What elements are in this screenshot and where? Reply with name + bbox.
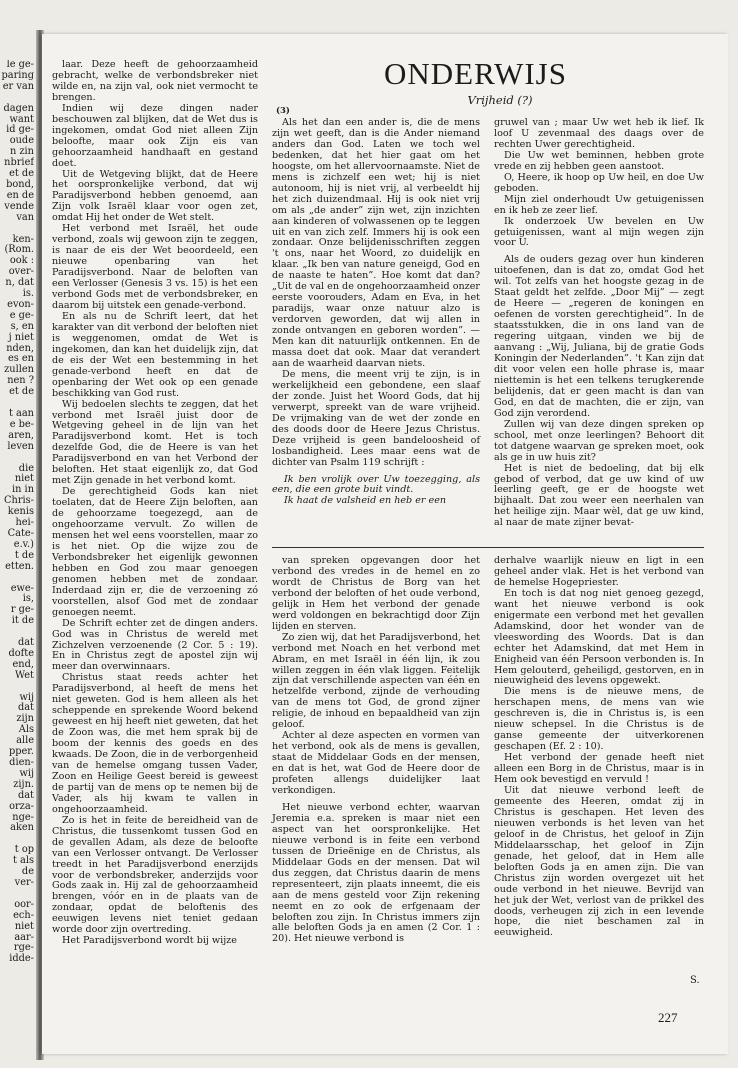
paragraph: laar. Deze heeft de gehoorzaamheid gebracht, welke de verbondsbreker niet wilde en, na zijn val, ook niet vermocht te brengen. [52, 59, 258, 103]
left-page-fragment: evon- [7, 298, 34, 310]
left-page-fragment: is, [22, 593, 34, 605]
left-page-fragment: dat [17, 789, 34, 801]
section-heading: ONDERWIJS [384, 56, 567, 91]
left-page-fragment: niet [14, 473, 34, 485]
left-page-fragments [0, 60, 34, 1020]
paragraph: Die Uw wet beminnen, hebben grote vrede en zij hebben geen aanstoot. [494, 149, 704, 172]
paragraph: Ik haat de valsheid en heb er een [284, 495, 447, 507]
paragraph: Uit dat nieuwe verbond leeft de gemeente des Heeren, omdat zij in Christus is geschapen. Het leven des nieuwen verbonds is het leven van het geloof in de Christus, het geloof in Zijn Middelaarsschap, het geloof in Zijn genade, het geloof, dat in Hem alle beloften Gods ja en amen zijn. Die van Christus zijn worden overgezet uit het oude verbond in het nieuwe. Bevrijd van het juk der Wet, verlost van de prikkel des doods, verheugen zij zich in een levende hope, die niet beschamen zal in eeuwigheid. [494, 785, 704, 939]
left-page-fragment: dien- [9, 757, 34, 768]
left-page-fragment: Wet [14, 669, 34, 681]
left-page-fragment: wij [19, 767, 34, 779]
paragraph: Uit de Wetgeving blijkt, dat de Heere het oorspronkelijke verbond, dat wij Paradijsverbond hebben genoemd, aan Zijn volk Israël klaar voor ogen zet, omdat Hij het onder de Wet stelt. [52, 168, 258, 224]
left-page-fragment: rge- [13, 942, 34, 954]
left-page-fragment: orza- [9, 800, 34, 812]
article-subtitle: Vrijheid (?) [467, 93, 533, 107]
left-page-fragment: s, en [10, 320, 34, 332]
left-page-fragment [0, 224, 34, 235]
paragraph: Indien wij deze dingen nader beschouwen zal blijken, dat de Wet dus is ingekomen, omdat God niet alleen Zijn beloofte, maar ook Zijn eis van gehoorzaamheid handhaaft en gestand doet. [52, 102, 258, 169]
left-page-fragment: ech- [13, 909, 34, 921]
left-page-fragment [0, 682, 34, 693]
paragraph: Christus staat reeds achter het Paradijsverbond, al heeft de mens het niet geweten. God is hem alleen als het scheppende en sprekende Woord bekend geweest en hij heeft niet geweten, dat het de Zoon was, die met hem sprak bij de boom der kennis des goeds en des kwaads. De Zoon, die in de verborgenheid van de hemelse omgang tussen Vader, Zoon en Heilige Geest bereid is geweest de partij van de mens op te nemen bij de Vader, als hij kwam te vallen in ongehoorzaamheid. [52, 672, 258, 815]
left-page-fragment: ken- [12, 233, 34, 245]
paragraph: De gerechtigheid Gods kan niet toelaten, dat de Heere Zijn beloften, aan de gehoorzame toegezegd, aan de ongehoorzame vervult. Zo willen de mensen het wel eens voorstellen, maar zo is het niet. Op die wijze zou de Verbondsbreker het eigenlijk gewonnen hebben en God zou maar genoegen genomen hebben met de zondaar. Inderdaad zijn er, die de verzoening zó voorstellen, alsof God met de zondaar genoegen neemt. [52, 486, 258, 618]
paragraph: Het verbond met Israël, het oude verbond, zoals wij gewoon zijn te zeggen, is naar de eis der Wet beoordeeld, een nieuwe openbaring van het Paradijsverbond. Naar de beloften van een Verlosser (Genesis 3 vs. 15) is het een verbond Gods met de verbondsbreker, en daarom bij uitstek een genade-verbond. [52, 223, 258, 311]
paragraph: Ik ben vrolijk over Uw toezegging, als een, die een grote buit vindt. [272, 473, 480, 496]
left-page-fragment: zijn [16, 713, 34, 725]
left-page-fragment: n zin [9, 146, 34, 158]
left-page-fragment: (Rom. [4, 244, 34, 256]
left-page-fragment: dat [17, 637, 34, 649]
left-page-fragment: etten. [5, 560, 34, 572]
left-page-fragment: et de [9, 168, 34, 180]
left-page-fragment: over- [8, 266, 34, 278]
paragraph: derhalve waarlijk nieuw en ligt in een geheel ander vlak. Het is het verbond van de hemelse Hogepriester. [494, 555, 704, 588]
left-page-fragment: in in [12, 484, 34, 496]
left-page-fragment: aar- [14, 931, 34, 943]
left-page-fragment: idde- [9, 953, 34, 965]
paragraph: En als nu de Schrift leert, dat het karakter van dit verbond der beloften niet is weggenomen, omdat de Wet is ingekomen, dan kan het duidelijk zijn, dat de eis der Wet een bestemming in het genade-verbond heeft en dat de openbaring der Wet ook op een genade beschikking van God rust. [52, 310, 258, 399]
left-page-fragment: ewe- [10, 582, 34, 594]
paragraph: Zullen wij van deze dingen spreken op school, met onze leerlingen? Behoort dit tot datgene waarvan ge spreken moet, ook als ge in uw huis zit? [494, 418, 704, 463]
left-page-fragment: dat [17, 702, 34, 714]
paragraph: Achter al deze aspecten en vormen van het verbond, ook als de mens is gevallen, staat de Middelaar Gods en der mensen, en dat is het, wat God de Heere door de profeten allengs duidelijker laat verkondigen. [272, 730, 480, 797]
column-divider [272, 547, 704, 548]
left-page-fragment: t de [14, 549, 34, 561]
page-number: 227 [658, 1010, 678, 1025]
left-page-fragment: aren, [8, 429, 34, 441]
paragraph: Mijn ziel onderhoudt Uw getuigenissen en ik heb ze zeer lief. [494, 193, 704, 216]
left-page-fragment: zijn. [13, 778, 34, 790]
left-page-fragment: e ge- [9, 309, 34, 321]
author-signature: S. [690, 975, 700, 986]
paragraph: van spreken opgevangen door het verbond des vredes in de hemel en zo wordt de Christus de Borg van het verbond der beloften of het oude verbond, gelijk in Hem het verbond der genade werd voldongen en bekrachtigd door Zijn lijden en sterven. [272, 555, 480, 632]
left-page-fragment: paring [1, 69, 34, 81]
paragraph: O, Heere, ik hoop op Uw heil, en doe Uw geboden. [494, 171, 704, 194]
left-page-fragment: hei- [15, 517, 34, 529]
left-page-fragment: j niet [8, 331, 34, 343]
left-page-fragment: vende [4, 200, 34, 212]
paragraph: Als de ouders gezag over hun kinderen uitoefenen, dan is dat zo, omdat God het wil. Tot zelfs van het hoogste gezag in de Staat geldt het zelfde. „Door Mij” — zegt de Heere — „regeren de koningen en oefenen de vorsten gerechtigheid”. In de staatsstukken, die in ons land van de regering uitgaan, vinden we bij de aanvang : „Wij, Juliana, bij de gratie Gods Koningin der Nederlanden”. 't Kan zijn dat dit voor velen een holle phrase is, maar niettemin is het een telkens terugkerende belijdenis, dat er geen macht is dan van God, en dat de machten, die er zijn, van God zijn verordend. [494, 254, 704, 419]
left-page-fragment: want [9, 113, 34, 125]
paragraph: Zo is het in feite de bereidheid van de Christus, die tussenkomt tussen God en de gevallen Adam, als deze de beloofte van een Verlosser ontvangt. De Verlosser treedt in het Paradijsverbond enerzijds voor de verbondsbreker, anderzijds voor Gods zaak in. Hij zal de gehoorzaamheid brengen, vóór en in de plaats van de zondaar, opdat de beloftenis des eeuwigen levens niet teniet gedaan worde door zijn overtreding. [52, 814, 258, 936]
left-page-fragment: alle [16, 735, 34, 747]
left-page-fragment: zullen [4, 364, 34, 376]
left-page-fragment: id ge- [6, 124, 34, 136]
left-page-fragment: ook : [9, 255, 34, 267]
paragraph: Het is niet de bedoeling, dat bij elk gebod of verbod, dat ge uw kind of uw leerling geeft, ge er de hoogste wet bijhaalt. Dat zou weer een neerhalen van het heilige zijn. Maar wèl, dat ge uw kind, al naar de mate zijner bevat- [494, 462, 704, 529]
left-page-fragment: le ge- [6, 60, 34, 70]
left-page-fragment: leven [7, 440, 34, 452]
left-page-fragment [0, 93, 34, 104]
paragraph: De mens, die meent vrij te zijn, is in werkelijkheid een gebondene, een slaaf der zonde. Juist het Woord Gods, dat hij verwerpt, spreekt van de ware vrijheid. De vrijmaking van de wet der zonde en des doods door de Heere Jezus Christus. Deze vrijheid is geen bandeloosheid of losbandigheid. Lees maar eens wat de dichter van Psalm 119 schrijft : [272, 368, 480, 468]
left-page-fragment: aken [10, 822, 34, 834]
left-page-fragment: e.v.) [13, 538, 34, 550]
left-page-fragment: oude [9, 135, 34, 147]
paragraph: gruwel van ; maar Uw wet heb ik lief. Ik loof U zevenmaal des daags over de rechten Uwer gerechtigheid. [494, 117, 704, 150]
paragraph: Het nieuwe verbond echter, waarvan Jeremia e.a. spreken is maar niet een aspect van het oorspronkelijke. Het nieuwe verbond is in feite een verbond tussen de Drieënige en de Christus, als Middelaar Gods en der mensen. Dat wil dus zeggen, dat Christus daarin de mens representeert, zijn plaats inneemt, die eis aan de mens gesteld voor Zijn rekening neemt en zo ook de erfgenaam der beloften zou zijn. In Christus immers zijn alle beloften Gods ja en amen (2 Cor. 1 : 20). Het nieuwe verbond is [272, 801, 480, 945]
left-page-fragment: it de [11, 615, 34, 627]
column-1 [52, 60, 258, 947]
paragraph: De Schrift echter zet de dingen anders. God was in Christus de wereld met Zichzelven verzoenende (2 Cor. 5 : 19). En in Christus zegt de apostel zijn wij meer dan overwinnaars. [52, 617, 258, 673]
paragraph: Het verbond der genade heeft niet alleen een Borg in de Christus, maar is in Hem ook bevestigd en vervuld ! [494, 752, 704, 786]
left-page-fragment: dagen [3, 102, 34, 114]
left-page-fragment [0, 453, 34, 464]
left-page-fragment: end, [12, 658, 34, 670]
left-page-fragment: niet [14, 920, 34, 932]
left-page-fragment: er van [2, 80, 34, 92]
left-page-fragment: t als [12, 855, 34, 867]
left-page-fragment: r ge- [10, 604, 34, 616]
left-page-fragment: is. [22, 288, 34, 300]
left-page-fragment: pper. [8, 746, 34, 758]
left-page-fragment: Als [18, 724, 34, 736]
left-page-fragment: wij [19, 691, 34, 703]
left-page-fragment: e be- [9, 418, 34, 430]
left-page-fragment: ver- [14, 876, 34, 888]
left-page-fragment: es en [7, 353, 34, 365]
left-page-fragment [0, 573, 34, 584]
left-page-fragment: en de [6, 189, 34, 201]
left-page-fragment: Cate- [7, 527, 34, 539]
left-page-fragment: et de [9, 386, 34, 398]
paragraph: Wij bedoelen slechts te zeggen, dat het verbond met Israël juist door de Wetgeving geheel in de lijn van het Paradijsverbond komt. Het is toch dezelfde God, die de Heere is van het Paradijsverbond en van het Verbond der beloften. Het staat eigenlijk zo, dat God met Zijn genade in het verbond komt. [52, 398, 258, 487]
left-page-fragment: Chris- [4, 495, 34, 507]
paragraph: Die mens is de nieuwe mens, de herschapen mens, de mens van wie geschreven is, die in Christus is, is een nieuw schepsel. In die Christus is de ganse gemeente der uitverkorenen geschapen (Ef. 2 : 10). [494, 686, 704, 753]
column-2 [272, 118, 480, 507]
paragraph: En toch is dat nog niet genoeg gezegd, want het nieuwe verbond is ook enigermate een verbond met het gevallen Adamskind, door het wonder van de vleeswording des Woords. Dat is dan echter het Adamskind, dat met Hem in Enigheid van één Persoon verbonden is. In Hem gelouterd, geheiligd, gestorven, en in nieuwigheid des levens opgewekt. [494, 587, 704, 687]
paragraph: Ik onderzoek Uw bevelen en Uw getuigenissen, want al mijn wegen zijn voor U. [494, 215, 704, 249]
left-page-fragment: bond, [6, 178, 34, 190]
left-page-fragment: oor- [14, 898, 34, 910]
paragraph: Het Paradijsverbond wordt bij wijze [62, 935, 237, 947]
column-4 [272, 556, 480, 945]
column-5 [494, 556, 704, 939]
column-3 [494, 118, 704, 529]
paragraph: Als het dan een ander is, die de mens zijn wet geeft, dan is die Ander niemand anders dan God. Laten we toch wel bedenken, dat het hier gaat om het hoogste, om het allervoornaamste. Niet de mens is zichzelf een wet; hij is niet autonoom, hij is niet vrij, al verbeeldt hij het zich duizendmaal. Hij is ook niet vrij om als „de ander” zijn wet, zijn inzichten aan kinderen of volwassenen op te leggen uit en van zich zelf. Immers hij is ook een zondaar. Onze belijdenisschriften zeggen 't ons, naar het Woord, zo duidelijk en klaar. „Ik ben van nature geneigd, God en de naaste te haten”. Hoe komt dat dan? „Uit de val en de ongehoorzaamheid onzer eerste voorouders, Adam en Eva, in het paradijs, waar onze natuur alzo is verdorven geworden, dat wij allen in zonde ontvangen en geboren worden”. — Men kan dit natuurlijk ontkennen. En de massa doet dat ook. Maar dat verandert aan de waarheid daarvan niets. [272, 117, 480, 369]
left-page-fragment: nge- [12, 811, 34, 823]
left-page-fragment: n, dat [5, 277, 34, 289]
left-page-fragment: die [18, 462, 34, 474]
left-page-fragment: de [21, 866, 34, 878]
left-page-fragment: nen ? [7, 375, 34, 387]
left-page-fragment: dofte [8, 647, 34, 659]
left-page-fragment: nden, [6, 342, 34, 354]
section-number: (3) [276, 106, 290, 116]
left-page-fragment: van [16, 211, 34, 223]
left-page-fragment: nbrief [4, 157, 34, 169]
paragraph: Zo zien wij, dat het Paradijsverbond, het verbond met Noach en het verbond met Abram, en met Israël in één lijn, ik zou willen zeggen in één vlak liggen. Feitelijk zijn dat verschillende aspecten van één en hetzelfde verbond, zijnde de verhouding van de mens tot God, de grond zijner religie, de inhoud en bepaaldheid van zijn geloof. [272, 631, 480, 731]
left-page-fragment: t op [14, 844, 34, 856]
left-page-fragment: t aan [8, 408, 34, 419]
left-page-fragment: kenis [7, 506, 34, 518]
